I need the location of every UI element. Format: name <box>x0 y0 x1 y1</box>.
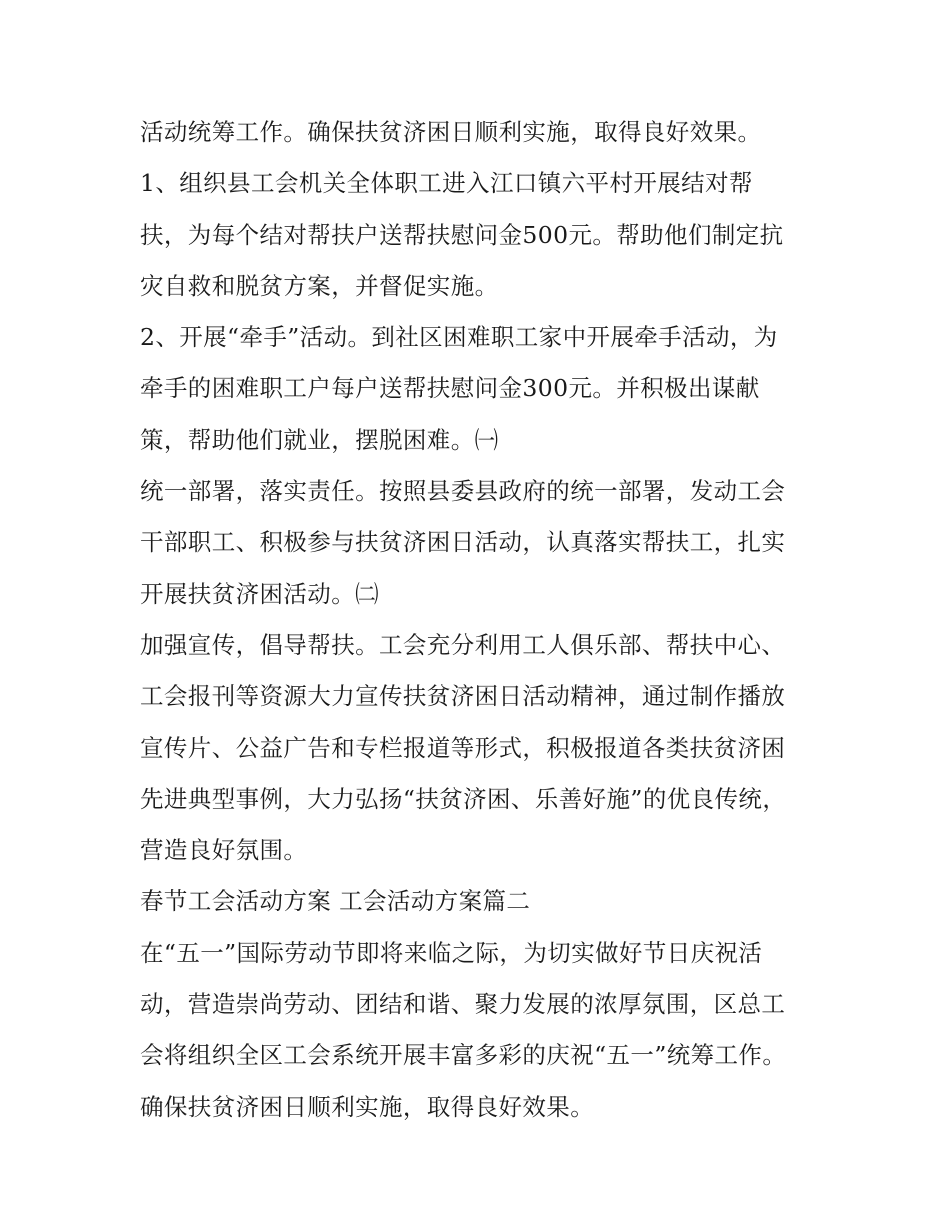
text-line: 先进典型事例，大力弘扬“扶贫济困、乐善好施”的优良传统， <box>140 784 787 813</box>
text-line: 1、组织县工会机关全体职工进入江口镇六平村开展结对帮 <box>140 169 753 198</box>
text-line: 干部职工、积极参与扶贫济困日活动，认真落实帮扶工，扎实 <box>140 528 786 557</box>
text-line: 开展扶贫济困活动。㈡ <box>140 579 379 608</box>
text-line: 在“五一”国际劳动节即将来临之际，为切实做好节日庆祝活 <box>140 938 763 967</box>
text-line: 牵手的困难职工户每户送帮扶慰问金300元。并积极出谋献 <box>140 374 760 403</box>
text-line: 会将组织全区工会系统开展丰富多彩的庆祝“五一”统筹工作。 <box>140 1041 787 1070</box>
text-line: 2、开展“牵手”活动。到社区困难职工家中开展牵手活动，为 <box>140 323 778 352</box>
text-line: 宣传片、公益广告和专栏报道等形式，积极报道各类扶贫济困 <box>140 733 786 762</box>
text-line: 统一部署，落实责任。按照县委县政府的统一部署，发动工会 <box>140 477 786 506</box>
text-line: 活动统筹工作。确保扶贫济困日顺利实施，取得良好效果。 <box>140 118 762 146</box>
text-line: 确保扶贫济困日顺利实施，取得良好效果。 <box>140 1092 595 1121</box>
text-line: 营造良好氛围。 <box>140 836 308 865</box>
text-line: 灾自救和脱贫方案，并督促实施。 <box>140 271 499 300</box>
text-line: 扶，为每个结对帮扶户送帮扶慰问金500元。帮助他们制定抗 <box>140 220 784 249</box>
document-body <box>140 107 830 1133</box>
text-line: 动，营造崇尚劳动、团结和谐、聚力发展的浓厚氛围，区总工 <box>140 990 786 1019</box>
section-heading: 春节工会活动方案 工会活动方案篇二 <box>140 887 531 916</box>
text-line: 策，帮助他们就业，摆脱困难。㈠ <box>140 425 499 454</box>
text-line: 加强宣传，倡导帮扶。工会充分利用工人俱乐部、帮扶中心、 <box>140 630 786 659</box>
text-line: 工会报刊等资源大力宣传扶贫济困日活动精神，通过制作播放 <box>140 682 786 711</box>
